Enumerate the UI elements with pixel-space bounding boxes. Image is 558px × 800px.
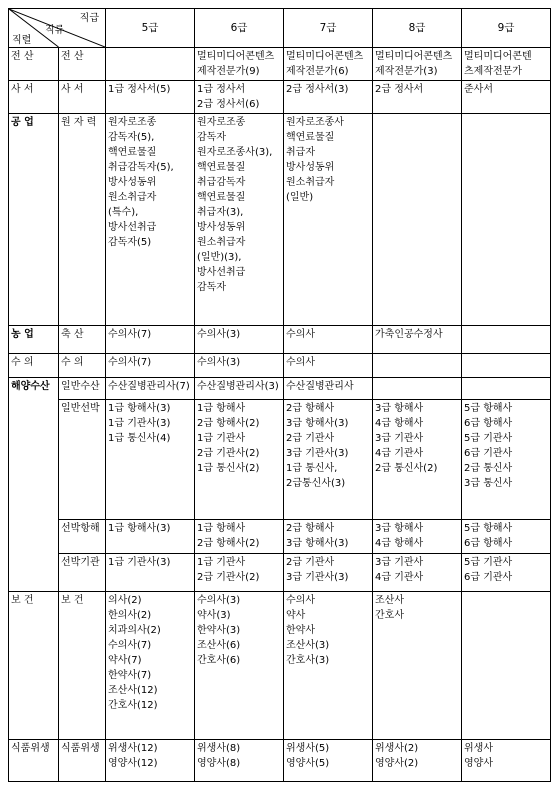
header-corner-cell	[9, 9, 106, 48]
grade-cell-6	[195, 114, 284, 326]
license-entry: 1급 항해사(3)	[108, 523, 171, 534]
grade-cell-8	[373, 354, 462, 378]
license-entry: 제작전문가(6)	[286, 66, 349, 77]
corner-grade-label: 직급	[79, 13, 99, 24]
grade-cell-9	[462, 592, 551, 740]
license-entry: 취급감독자(5),	[108, 162, 174, 173]
grade-cell-9	[462, 554, 551, 592]
grade-cell-5	[106, 354, 195, 378]
grade-cell-9	[462, 48, 551, 81]
license-entry: 한약사	[286, 625, 315, 636]
license-entry: 수의사(7)	[108, 640, 152, 651]
license-entry: 위생사	[464, 743, 493, 754]
license-entry: 한의사(2)	[108, 610, 152, 621]
grade-cell-9	[462, 114, 551, 326]
license-entry: 5급 항해사	[464, 403, 513, 414]
license-entry: 간호사(3)	[286, 655, 330, 666]
license-entry: 2급 통신사	[464, 463, 513, 474]
grade-cell-8	[373, 378, 462, 400]
license-entry: (일반)(3),	[197, 252, 242, 263]
license-entry: 취급자	[286, 147, 315, 158]
license-entry: 영양사(2)	[375, 758, 419, 769]
grade-cell-6	[195, 740, 284, 782]
row-series-label: 식품위생	[59, 740, 106, 782]
grade-cell-7	[284, 400, 373, 520]
license-entry: 4급 항해사	[375, 538, 424, 549]
license-entry: 수산질병관리사(7)	[108, 381, 190, 392]
license-entry: 3급 통신사	[464, 478, 513, 489]
row-series-label: 보 건	[59, 592, 106, 740]
table-row	[9, 114, 551, 326]
grade-cell-7	[284, 378, 373, 400]
license-entry: 조산사(6)	[197, 640, 241, 651]
license-entry: 영양사	[464, 758, 493, 769]
license-entry: 3급 기관사(3)	[286, 572, 349, 583]
row-series-label: 축 산	[59, 326, 106, 354]
grade-header-6: 6급	[195, 9, 284, 48]
license-entry: 위생사(8)	[197, 743, 241, 754]
grade-header-8: 8급	[373, 9, 462, 48]
license-entry: 3급 기관사	[375, 557, 424, 568]
license-entry: 2급 항해사	[286, 523, 335, 534]
grade-cell-5	[106, 520, 195, 554]
row-group-label: 전 산	[9, 48, 59, 81]
table-row	[9, 378, 551, 400]
license-entry: 조산사(12)	[108, 685, 158, 696]
row-series-label: 수 의	[59, 354, 106, 378]
grade-cell-9	[462, 740, 551, 782]
grade-cell-8	[373, 554, 462, 592]
grade-cell-8	[373, 81, 462, 114]
license-entry: 1급 항해사(3)	[108, 403, 171, 414]
row-series-label: 일반수산	[59, 378, 106, 400]
license-entry: 간호사	[375, 610, 404, 621]
license-entry: (특수),	[108, 207, 139, 218]
license-entry: 2급통신사(3)	[286, 478, 346, 489]
license-entry: 2급 기관사	[286, 433, 335, 444]
grade-cell-6	[195, 326, 284, 354]
grade-cell-9	[462, 326, 551, 354]
license-entry: 멀티미디어콘텐	[464, 51, 532, 62]
license-entry: 수의사	[286, 357, 315, 368]
license-entry: 1급 통신사(2)	[197, 463, 260, 474]
grade-cell-6	[195, 520, 284, 554]
table-row	[9, 520, 551, 554]
license-entry: 1급 기관사	[197, 433, 246, 444]
license-entry: 수의사(7)	[108, 357, 152, 368]
grade-cell-5	[106, 400, 195, 520]
license-entry: 수산질병관리사(3)	[197, 381, 279, 392]
license-entry: 1급 정사서	[197, 84, 246, 95]
row-series-label: 전 산	[59, 48, 106, 81]
grade-cell-5	[106, 554, 195, 592]
grade-cell-5	[106, 378, 195, 400]
grade-cell-5	[106, 740, 195, 782]
table-body	[9, 48, 551, 782]
grade-cell-7	[284, 592, 373, 740]
license-entry: 2급 기관사(2)	[197, 572, 260, 583]
row-group-label: 식품위생	[9, 740, 59, 782]
license-entry: 5급 기관사	[464, 433, 513, 444]
license-entry: 멀티미디어콘텐츠	[286, 51, 364, 62]
license-entry: 수의사(7)	[108, 329, 152, 340]
license-entry: 위생사(2)	[375, 743, 419, 754]
row-group-label: 수 의	[9, 354, 59, 378]
row-group-label: 해양수산	[9, 378, 59, 592]
license-entry: 조산사(3)	[286, 640, 330, 651]
license-entry: 감독자(5)	[108, 237, 152, 248]
license-entry: 5급 항해사	[464, 523, 513, 534]
license-entry: 제작전문가(9)	[197, 66, 260, 77]
grade-cell-6	[195, 81, 284, 114]
grade-cell-7	[284, 354, 373, 378]
grade-header-7: 7급	[284, 9, 373, 48]
license-entry: 3급 항해사	[375, 403, 424, 414]
table-row	[9, 48, 551, 81]
table-row	[9, 554, 551, 592]
grade-cell-7	[284, 740, 373, 782]
grade-cell-9	[462, 520, 551, 554]
license-entry: 감독자	[197, 282, 226, 293]
grade-cell-5	[106, 326, 195, 354]
grade-cell-6	[195, 354, 284, 378]
row-group-label: 농 업	[9, 326, 59, 354]
license-entry: 6급 항해사	[464, 538, 513, 549]
license-entry: 2급 항해사(2)	[197, 418, 260, 429]
license-entry: 취급자(3),	[197, 207, 244, 218]
grade-cell-6	[195, 48, 284, 81]
license-entry: 2급 기관사(2)	[197, 448, 260, 459]
grade-cell-7	[284, 114, 373, 326]
grade-cell-7	[284, 326, 373, 354]
license-entry: 수산질병관리사	[286, 381, 354, 392]
license-entry: 1급 기관사(3)	[108, 418, 171, 429]
license-entry: 방사성동위	[108, 177, 157, 188]
license-entry: 3급 기관사	[375, 433, 424, 444]
license-entry: 취급감독자	[197, 177, 246, 188]
license-entry: 수의사(3)	[197, 357, 241, 368]
license-entry: 위생사(5)	[286, 743, 330, 754]
license-entry: 핵연료물질	[108, 147, 157, 158]
license-entry: 방사성동위	[286, 162, 335, 173]
license-entry: 3급 기관사(3)	[286, 448, 349, 459]
license-entry: 핵연료물질	[286, 132, 335, 143]
license-entry: 간호사(6)	[197, 655, 241, 666]
license-entry: 감독자	[197, 132, 226, 143]
license-entry: 원자로조종사	[286, 117, 344, 128]
grade-cell-5	[106, 48, 195, 81]
grade-cell-9	[462, 354, 551, 378]
license-entry: 1급 통신사(4)	[108, 433, 171, 444]
license-entry: 원자로조종	[108, 117, 157, 128]
license-entry: 약사(3)	[197, 610, 231, 621]
license-entry: 치과의사(2)	[108, 625, 161, 636]
license-entry: 2급 정사서	[375, 84, 424, 95]
license-entry: 1급 항해사	[197, 523, 246, 534]
license-entry: 5급 기관사	[464, 557, 513, 568]
license-grade-table	[8, 8, 551, 782]
row-group-label: 사 서	[9, 81, 59, 114]
row-series-label: 사 서	[59, 81, 106, 114]
grade-cell-7	[284, 554, 373, 592]
corner-group-label: 직렬	[12, 35, 32, 46]
grade-cell-7	[284, 520, 373, 554]
license-entry: 1급 기관사(3)	[108, 557, 171, 568]
license-entry: 약사(7)	[108, 655, 142, 666]
grade-cell-6	[195, 400, 284, 520]
license-entry: 2급 기관사	[286, 557, 335, 568]
license-entry: 원소취급자	[286, 177, 335, 188]
corner-kind-label: 직류	[45, 25, 65, 36]
grade-header-9: 9급	[462, 9, 551, 48]
license-entry: 2급 항해사	[286, 403, 335, 414]
license-entry: 2급 정사서(6)	[197, 99, 260, 110]
grade-cell-8	[373, 114, 462, 326]
license-entry: (일반)	[286, 192, 314, 203]
license-entry: 핵연료물질	[197, 192, 246, 203]
row-series-label: 선박항해	[59, 520, 106, 554]
license-entry: 준사서	[464, 84, 493, 95]
license-grade-table-container	[8, 8, 550, 782]
grade-cell-8	[373, 592, 462, 740]
license-entry: 한약사(3)	[197, 625, 241, 636]
grade-cell-8	[373, 520, 462, 554]
grade-cell-8	[373, 400, 462, 520]
license-entry: 6급 항해사	[464, 418, 513, 429]
license-entry: 2급 정사서(3)	[286, 84, 349, 95]
license-entry: 감독자(5),	[108, 132, 155, 143]
header-row	[9, 9, 551, 48]
grade-cell-7	[284, 48, 373, 81]
license-entry: 4급 항해사	[375, 418, 424, 429]
license-entry: 3급 항해사(3)	[286, 538, 349, 549]
license-entry: 3급 항해사	[375, 523, 424, 534]
license-entry: 2급 통신사(2)	[375, 463, 438, 474]
license-entry: 수의사	[286, 329, 315, 340]
grade-cell-8	[373, 48, 462, 81]
license-entry: 제작전문가(3)	[375, 66, 438, 77]
license-entry: 수의사(3)	[197, 595, 241, 606]
row-group-label: 보 건	[9, 592, 59, 740]
table-row	[9, 81, 551, 114]
license-entry: 가축인공수정사	[375, 329, 443, 340]
grade-cell-8	[373, 740, 462, 782]
license-entry: 조산사	[375, 595, 404, 606]
grade-cell-5	[106, 81, 195, 114]
license-entry: 영양사(8)	[197, 758, 241, 769]
license-entry: 4급 기관사	[375, 572, 424, 583]
license-entry: 한약사(7)	[108, 670, 152, 681]
license-entry: 1급 항해사	[197, 403, 246, 414]
license-entry: 1급 통신사,	[286, 463, 338, 474]
license-entry: 영양사(5)	[286, 758, 330, 769]
row-group-label: 공 업	[9, 114, 59, 326]
table-row	[9, 740, 551, 782]
grade-cell-5	[106, 114, 195, 326]
table-row	[9, 354, 551, 378]
license-entry: 6급 기관사	[464, 448, 513, 459]
license-entry: 수의사	[286, 595, 315, 606]
grade-cell-6	[195, 554, 284, 592]
grade-cell-9	[462, 400, 551, 520]
grade-cell-9	[462, 81, 551, 114]
license-entry: 간호사(12)	[108, 700, 158, 711]
row-series-label: 원 자 력	[59, 114, 106, 326]
table-row	[9, 400, 551, 520]
license-entry: 1급 정사서(5)	[108, 84, 171, 95]
license-entry: 멀티미디어콘텐츠	[197, 51, 275, 62]
license-entry: 4급 기관사	[375, 448, 424, 459]
license-entry: 2급 항해사(2)	[197, 538, 260, 549]
table-row	[9, 326, 551, 354]
grade-cell-6	[195, 378, 284, 400]
grade-cell-6	[195, 592, 284, 740]
license-entry: 6급 기관사	[464, 572, 513, 583]
license-entry: 원자로조종	[197, 117, 246, 128]
license-entry: 원자로조종사(3),	[197, 147, 273, 158]
grade-cell-7	[284, 81, 373, 114]
row-series-label: 선박기관	[59, 554, 106, 592]
grade-cell-9	[462, 378, 551, 400]
license-entry: 의사(2)	[108, 595, 142, 606]
license-entry: 수의사(3)	[197, 329, 241, 340]
license-entry: 원소취급자	[108, 192, 157, 203]
table-row	[9, 592, 551, 740]
row-series-label: 일반선박	[59, 400, 106, 520]
license-entry: 원소취급자	[197, 237, 246, 248]
license-entry: 츠제작전문가	[464, 66, 522, 77]
license-entry: 방사선취급	[108, 222, 157, 233]
license-entry: 약사	[286, 610, 306, 621]
grade-cell-5	[106, 592, 195, 740]
license-entry: 멀티미디어콘텐츠	[375, 51, 453, 62]
grade-cell-8	[373, 326, 462, 354]
license-entry: 3급 항해사(3)	[286, 418, 349, 429]
license-entry: 핵연료물질	[197, 162, 246, 173]
license-entry: 방사성동위	[197, 222, 246, 233]
grade-header-5: 5급	[106, 9, 195, 48]
license-entry: 위생사(12)	[108, 743, 158, 754]
license-entry: 1급 기관사	[197, 557, 246, 568]
license-entry: 방사선취급	[197, 267, 246, 278]
license-entry: 영양사(12)	[108, 758, 158, 769]
